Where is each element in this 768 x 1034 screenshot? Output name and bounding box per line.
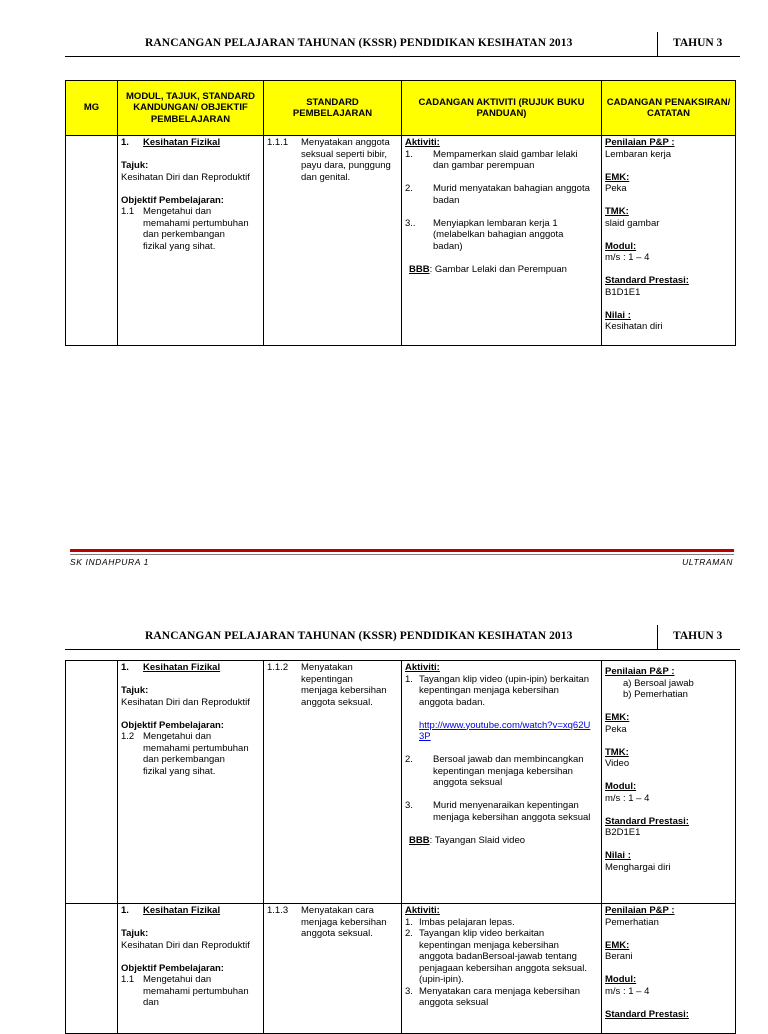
page-title: RANCANGAN PELAJARAN TAHUNAN (KSSR) PENDIDIKAN KESIHATAN 2013	[145, 37, 573, 49]
lesson-plan-table-2	[65, 660, 736, 1034]
prestasi-text: B2D1E1	[605, 827, 641, 838]
aktiviti-item: Imbas pelajaran lepas.	[419, 916, 515, 928]
tajuk-label: Tajuk:	[121, 160, 149, 171]
aktiviti-item: Bersoal jawab dan membincangkan kepentingan menjaga kebersihan anggota seksual	[433, 754, 584, 788]
penaksiran-cell	[602, 661, 736, 904]
aktiviti-number: 3.	[405, 985, 413, 997]
emk-text: Peka	[605, 723, 627, 735]
modul-text: m/s : 1 – 4	[605, 985, 650, 997]
tmk-text: slaid gambar	[605, 217, 660, 229]
modul-cell	[118, 136, 264, 346]
mg-cell	[66, 904, 118, 1034]
nilai-label: Nilai :	[605, 850, 631, 861]
prestasi-text: B1D1E1	[605, 286, 641, 298]
footer-divider-grey	[70, 554, 734, 555]
objektif-text: Mengetahui dan memahami pertumbuhan dan	[143, 974, 249, 1008]
aktiviti-item: Tayangan klip video (upin-ipin) berkaitan kepentingan menjaga kebersihan anggota badan.	[419, 673, 590, 708]
aktiviti-number: 2.	[405, 183, 413, 194]
modul-text: m/s : 1 – 4	[605, 792, 650, 804]
aktiviti-cell	[402, 904, 602, 1034]
page-title-2: RANCANGAN PELAJARAN TAHUNAN (KSSR) PENDIDIKAN KESIHATAN 2013	[145, 630, 573, 642]
nilai-label: Nilai :	[605, 309, 631, 321]
modul-title: Kesihatan Fizikal	[143, 905, 221, 916]
standard-number: 1.1.1	[267, 137, 289, 148]
aktiviti-number: 1.	[405, 673, 413, 685]
aktiviti-number: 1.	[405, 916, 413, 928]
table-row	[66, 904, 736, 1034]
modul-number: 1.	[121, 137, 129, 148]
video-link[interactable]: http://www.youtube.com/watch?v=xq62U3P	[419, 719, 591, 742]
standard-text: Menyatakan anggota seksual seperti bibir, payu dara, punggung dan genital.	[301, 137, 391, 183]
penilaian-label: Penilaian P&P :	[605, 905, 675, 916]
footer-right: ULTRAMAN	[682, 557, 733, 567]
aktiviti-label: Aktiviti:	[405, 905, 440, 916]
modul-label: Modul:	[605, 974, 637, 985]
objektif-label: Objektif Pembelajaran:	[121, 194, 224, 206]
header-aktiviti: CADANGAN AKTIVITI (RUJUK BUKU PANDUAN)	[402, 81, 602, 136]
penilaian-label: Penilaian P&P :	[605, 137, 675, 148]
header-divider	[657, 32, 658, 56]
aktiviti-label: Aktiviti:	[405, 137, 440, 148]
emk-text: Peka	[605, 183, 627, 194]
standard-text: Menyatakan cara menjaga kebersihan anggota seksual.	[301, 905, 387, 939]
header-standard: STANDARD PEMBELAJARAN	[264, 81, 402, 136]
bbb-label: BBB	[409, 834, 430, 846]
prestasi-label: Standard Prestasi:	[605, 1008, 689, 1020]
prestasi-label: Standard Prestasi:	[605, 275, 689, 286]
table-row	[66, 661, 736, 904]
aktiviti-item: Mempamerkan slaid gambar lelaki dan gambar perempuan	[433, 148, 578, 171]
tajuk-text: Kesihatan Diri dan Reproduktif	[121, 939, 250, 951]
emk-label: EMK:	[605, 939, 630, 951]
modul-number: 1.	[121, 662, 129, 673]
objektif-text: Mengetahui dan memahami pertumbuhan dan perkembangan fizikal yang sihat.	[143, 731, 249, 777]
modul-title: Kesihatan Fizikal	[143, 662, 221, 673]
aktiviti-number: 2.	[405, 928, 413, 939]
aktiviti-cell	[402, 136, 602, 346]
nilai-text: Menghargai diri	[605, 861, 671, 873]
standard-number: 1.1.3	[267, 905, 289, 916]
tajuk-text: Kesihatan Diri dan Reproduktif	[121, 171, 250, 183]
aktiviti-label: Aktiviti:	[405, 662, 440, 673]
modul-text: m/s : 1 – 4	[605, 252, 650, 263]
standard-cell	[264, 904, 402, 1034]
aktiviti-item: Tayangan klip video berkaitan kepentingan menjaga kebersihan anggota badanBersoal-jawab tentang penjagaan kebersihan anggota seksual.(upin-ipin).	[419, 928, 587, 985]
mg-cell	[66, 661, 118, 904]
tajuk-label: Tajuk:	[121, 685, 149, 696]
aktiviti-item: Murid menyatakan bahagian anggota badan	[433, 183, 590, 206]
modul-label: Modul:	[605, 240, 637, 252]
header-mg: MG	[66, 81, 118, 136]
penilaian-item: b) Pemerhatian	[623, 689, 688, 700]
objektif-label: Objektif Pembelajaran:	[121, 962, 224, 974]
aktiviti-number: 3.	[405, 800, 413, 811]
prestasi-label: Standard Prestasi:	[605, 815, 689, 827]
tmk-label: TMK:	[605, 746, 629, 758]
aktiviti-item: Menyatakan cara menjaga kebersihan anggota seksual	[419, 985, 581, 1008]
year-label: TAHUN 3	[673, 37, 723, 49]
footer-school: SK INDAHPURA 1	[70, 557, 149, 567]
objektif-number: 1.1	[121, 974, 135, 985]
aktiviti-item: Menyiapkan lembaran kerja 1 (melabelkan bahagian anggota badan)	[433, 217, 564, 252]
standard-cell	[264, 136, 402, 346]
header-modul: MODUL, TAJUK, STANDARD KANDUNGAN/ OBJEKTIF PEMBELAJARAN	[118, 81, 264, 136]
penilaian-label: Penilaian P&P :	[605, 666, 675, 677]
objektif-number: 1.2	[121, 731, 135, 742]
penaksiran-cell	[602, 136, 736, 346]
emk-label: EMK:	[605, 712, 630, 723]
aktiviti-number: 2.	[405, 754, 413, 765]
lesson-plan-table	[65, 80, 736, 346]
objektif-text: Mengetahui dan memahami pertumbuhan dan perkembangan fizikal yang sihat.	[143, 206, 249, 252]
year-label-2: TAHUN 3	[673, 630, 723, 642]
nilai-text: Kesihatan diri	[605, 321, 663, 332]
bbb-text: : Tayangan Slaid video	[429, 834, 526, 846]
penilaian-text: Lembaran kerja	[605, 148, 672, 160]
modul-number: 1.	[121, 905, 129, 916]
aktiviti-cell	[402, 661, 602, 904]
aktiviti-number: 3..	[405, 217, 416, 229]
tajuk-label: Tajuk:	[121, 928, 149, 939]
penaksiran-cell	[602, 904, 736, 1034]
page-header	[65, 34, 740, 57]
standard-cell	[264, 661, 402, 904]
header-penaksiran: CADANGAN PENAKSIRAN/ CATATAN	[602, 81, 736, 136]
emk-text: Berani	[605, 951, 633, 962]
standard-number: 1.1.2	[267, 662, 289, 673]
objektif-number: 1.1	[121, 206, 135, 217]
footer-divider-red	[70, 549, 734, 552]
header-divider-2	[657, 625, 658, 649]
modul-cell	[118, 661, 264, 904]
emk-label: EMK:	[605, 171, 630, 183]
penilaian-item: a) Bersoal jawab	[623, 677, 694, 689]
tmk-label: TMK:	[605, 206, 629, 217]
bbb-text: : Gambar Lelaki dan Perempuan	[429, 263, 567, 275]
standard-text: Menyatakan kepentingan menjaga kebersihan anggota seksual.	[301, 662, 387, 708]
modul-title: Kesihatan Fizikal	[143, 137, 221, 148]
aktiviti-item: Murid menyenaraikan kepentingan menjaga kebersihan anggota seksual	[433, 800, 591, 823]
page-header-2	[65, 627, 740, 650]
bbb-label: BBB	[409, 263, 430, 275]
objektif-label: Objektif Pembelajaran:	[121, 719, 224, 731]
table-row	[66, 136, 736, 346]
tajuk-text: Kesihatan Diri dan Reproduktif	[121, 696, 250, 708]
modul-cell	[118, 904, 264, 1034]
modul-label: Modul:	[605, 781, 637, 792]
penilaian-text: Pemerhatian	[605, 916, 659, 928]
tmk-text: Video	[605, 758, 630, 769]
mg-cell	[66, 136, 118, 346]
aktiviti-number: 1.	[405, 148, 413, 160]
